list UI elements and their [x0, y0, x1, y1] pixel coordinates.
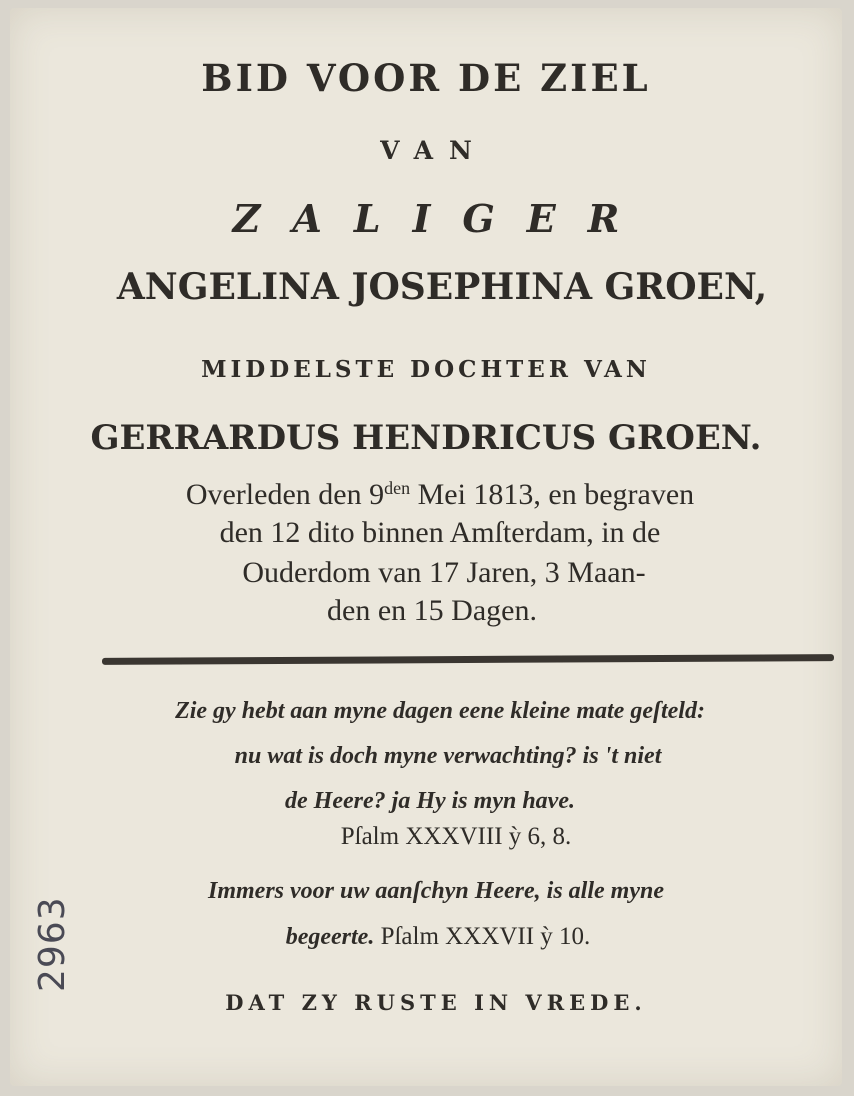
- verse-2-line-1: Immers voor uw aanſchyn Heere, is alle myne: [208, 878, 664, 904]
- death-line-1: [24, 478, 854, 512]
- memorial-card: [10, 8, 842, 1086]
- relation-text: MIDDELSTE DOCHTER VAN: [201, 356, 651, 383]
- deceased-name: ANGELINA JOSEPHINA GROEN,: [116, 266, 768, 308]
- catalog-number: 2963: [32, 896, 73, 992]
- verse-1-line-3: de Heere? ja Hy is myn have.: [285, 788, 575, 814]
- verse-1-line-2: nu wat is doch myne verwachting? is 't niet: [234, 743, 662, 769]
- death-line-1-start: Overleden den 9: [185, 478, 385, 511]
- verse-2-reference: Pſalm XXXVII ỳ 10.: [374, 923, 591, 950]
- heading-zaliger: ZALIGER: [232, 196, 652, 241]
- heading-van: VAN: [380, 136, 488, 165]
- verse-2-text: begeerte.: [285, 924, 375, 950]
- death-line-3: Ouderdom van 17 Jaren, 3 Maan-: [242, 556, 646, 589]
- closing-blessing: DAT ZY RUSTE IN VREDE.: [225, 990, 647, 1015]
- father-name: GERRARDUS HENDRICUS GROEN.: [90, 418, 762, 458]
- verse-1-reference: Pſalm XXXVIII ỳ 6, 8.: [340, 823, 572, 850]
- heading-prayer: BID VOOR DE ZIEL: [201, 56, 651, 100]
- death-line-4: den en 15 Dagen.: [327, 594, 537, 627]
- verse-2-line-2: [22, 923, 854, 951]
- death-line-2: den 12 dito binnen Amſterdam, in de: [219, 516, 661, 549]
- divider-rule: [102, 654, 834, 665]
- death-line-1-end: Mei 1813, en begraven: [410, 478, 695, 511]
- death-line-1-superscript: den: [384, 478, 411, 498]
- verse-1-line-1: Zie gy hebt aan myne dagen eene kleine mate geſteld:: [175, 698, 705, 724]
